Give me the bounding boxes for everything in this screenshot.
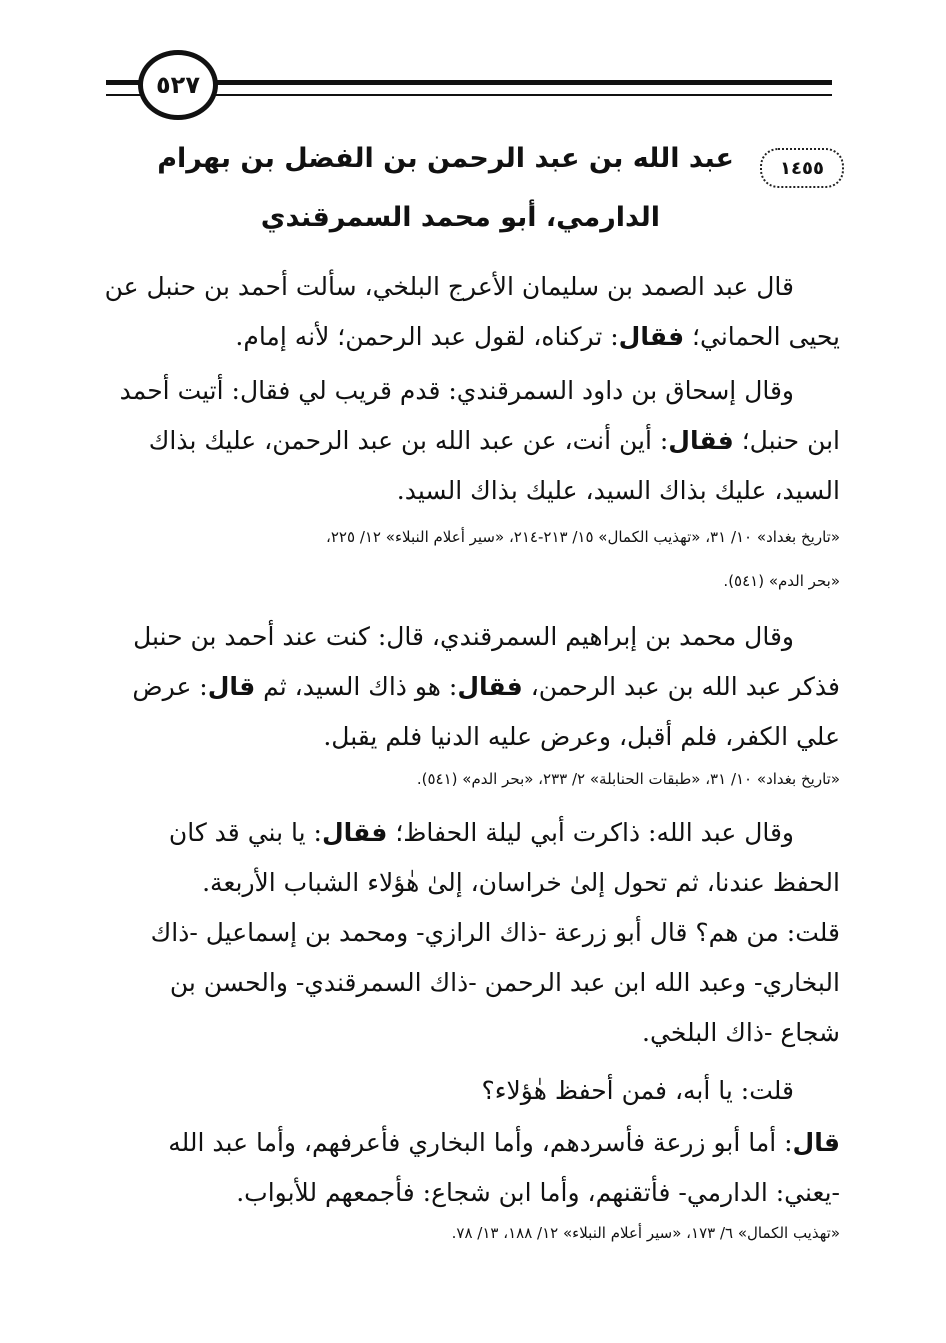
- bold-word: قال: [207, 672, 256, 701]
- paragraph-line: البخاري- وعبد الله ابن عبد الرحمن -ذاك السمرقندي- والحسن بن: [169, 968, 840, 997]
- paragraph-line: قلت: يا أبه، فمن أحفظ هٰؤلاء؟: [481, 1076, 794, 1105]
- text-run: : عرض: [132, 672, 208, 701]
- paragraph-line: -يعني: الدارمي- فأتقنهم، وأما ابن شجاع: فأجمعهم للأبواب.: [236, 1178, 840, 1207]
- text-run: : يا بني قد كان: [168, 818, 322, 847]
- text-run: : أما أبو زرعة فأسردهم، وأما البخاري فأعرفهم، وأما عبد الله: [168, 1128, 793, 1157]
- paragraph-line: قلت: من هم؟ قال أبو زرعة -ذاك الرازي- ومحمد بن إسماعيل -ذاك: [150, 918, 840, 947]
- paragraph-line: علي الكفر، فلم أقبل، وعرض عليه الدنيا فلم يقبل.: [323, 722, 840, 751]
- paragraph-line: [100, 416, 840, 466]
- paragraph-line: السيد، عليك بذاك السيد، عليك بذاك السيد.: [396, 476, 840, 505]
- paragraph-2: [100, 366, 840, 516]
- entry-heading-line2: الدارمي، أبو محمد السمرقندي: [260, 202, 660, 233]
- source-reference-1: «تاريخ بغداد» ١٠/ ٣١، «تهذيب الكمال» ١٥/ ٢١٣-٢١٤، «سير أعلام النبلاء» ١٢/ ٢٢٥،: [326, 528, 840, 546]
- source-reference-3: «تهذيب الكمال» ٦/ ١٧٣، «سير أعلام النبلاء» ١٢/ ١٨٨، ١٣/ ٧٨.: [451, 1224, 840, 1242]
- paragraph-line: [100, 662, 840, 712]
- paragraph-6: [100, 1118, 840, 1218]
- paragraph-line: الحفظ عندنا، ثم تحول إلىٰ خراسان، إلىٰ هٰؤلاء الشباب الأربعة.: [202, 868, 840, 897]
- paragraph-1: [100, 262, 840, 362]
- text-run: : هو ذاك السيد، ثم: [255, 672, 458, 701]
- paragraph-5: [100, 1066, 840, 1116]
- paragraph-line: شجاع -ذاك البلخي.: [642, 1018, 840, 1047]
- page-number: ٥٢٧: [138, 50, 218, 120]
- entry-heading-line1: عبد الله بن عبد الرحمن بن الفضل بن بهرام: [157, 143, 734, 174]
- paragraph-line: [100, 312, 840, 362]
- entry-number: ١٤٥٥: [760, 148, 844, 188]
- text-run: ابن حنبل؛: [733, 426, 840, 455]
- paragraph-line: قال عبد الصمد بن سليمان الأعرج البلخي، سألت أحمد بن حنبل عن: [104, 272, 794, 301]
- bold-word: فقال: [668, 426, 734, 455]
- bold-word: قال: [792, 1128, 840, 1157]
- bold-word: فقال: [321, 818, 388, 847]
- source-reference-2: «تاريخ بغداد» ١٠/ ٣١، «طبقات الحنابلة» ٢/ ٢٣٣، «بحر الدم» (٥٤١).: [416, 770, 840, 788]
- text-run: يحيى الحماني؛: [684, 322, 840, 351]
- paragraph-line: وقال محمد بن إبراهيم السمرقندي، قال: كنت عند أحمد بن حنبل: [133, 622, 794, 651]
- bold-word: فقال: [618, 322, 685, 351]
- paragraph-line: وقال إسحاق بن داود السمرقندي: قدم قريب لي فقال: أتيت أحمد: [119, 376, 794, 405]
- source-reference-1-cont: «بحر الدم» (٥٤١).: [723, 572, 840, 590]
- bold-word: فقال: [457, 672, 523, 701]
- paragraph-line: [100, 1118, 840, 1168]
- text-run: وقال عبد الله: ذاكرت أبي ليلة الحفاظ؛: [387, 818, 794, 847]
- text-run: : تركناه، لقول عبد الرحمن؛ لأنه إمام.: [235, 322, 619, 351]
- text-run: : أين أنت، عن عبد الله بن عبد الرحمن، عليك بذاك: [148, 426, 669, 455]
- paragraph-3: [100, 612, 840, 762]
- text-run: فذكر عبد الله بن عبد الرحمن،: [522, 672, 840, 701]
- paragraph-4: [100, 808, 840, 1058]
- paragraph-line: [100, 808, 840, 858]
